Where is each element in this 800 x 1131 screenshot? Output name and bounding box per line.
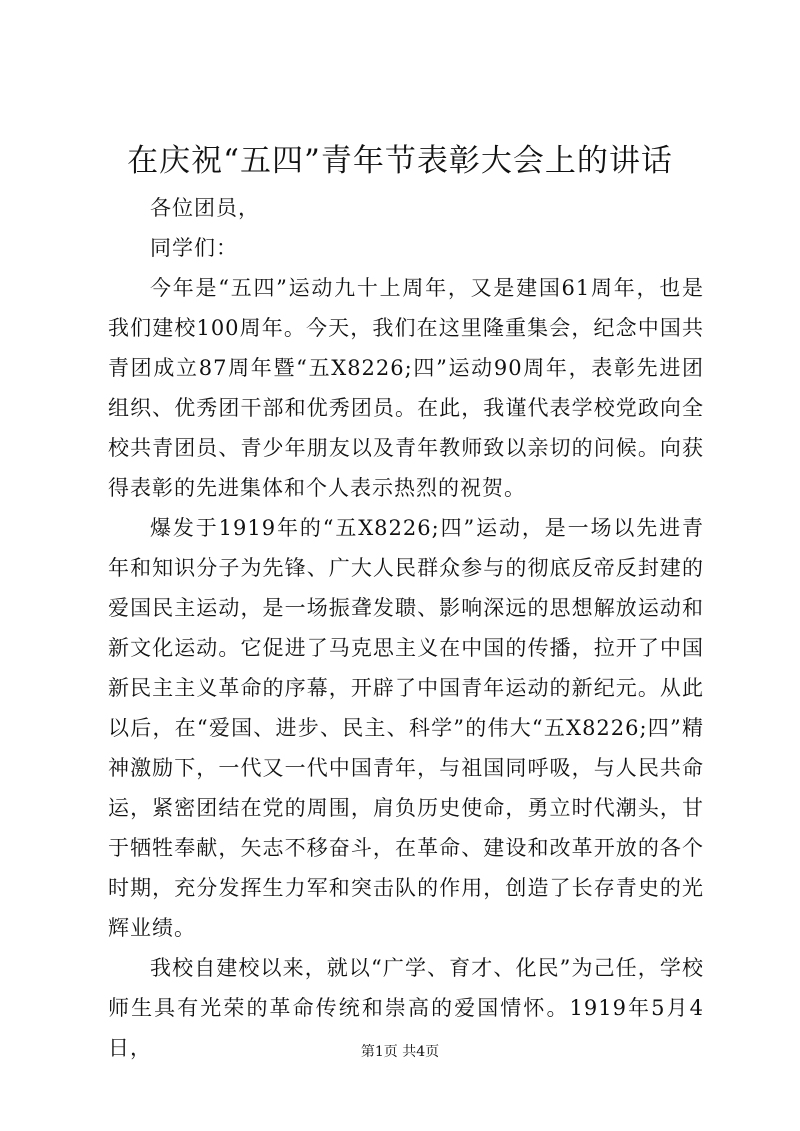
page-footer: 第1页 共4页 bbox=[360, 1044, 440, 1060]
paragraph-2: 爆发于1919年的“五X8226;四”运动，是一场以先进青年和知识分子为先锋、广大人民群众参与的彻底反帝反封建的爱国民主运动，是一场振聋发聩、影响深远的思想解放运动和新文化运动。它促进了马克思主义在中国的传播，拉开了中国新民主主义革命的序幕，开辟了中国青年运动的新纪元。从此以后，在“爱国、进步、民主、科学”的伟大“五X8226;四”精神激励下，一代又一代中国青年，与祖国同呼吸，与人民共命运，紧密团结在党的周围，肩负历史使命，勇立时代潮头，甘于牺牲奉献，矢志不移奋斗，在革命、建设和改革开放的各个时期，充分发挥生力军和突击队的作用，创造了长存青史的光辉业绩。 bbox=[108, 516, 704, 940]
document-title: 在庆祝“五四”青年节表彰大会上的讲话 bbox=[127, 143, 673, 179]
salutation-line-2: 同学们： bbox=[150, 236, 238, 260]
salutation-line-1: 各位团员， bbox=[150, 196, 260, 220]
document-body bbox=[108, 188, 704, 1068]
paragraph-1: 今年是“五四”运动九十上周年，又是建国61周年，也是我们建校100周年。今天，我们在这里隆重集会，纪念中国共青团成立87周年暨“五X8226;四”运动90周年，表彰先进团组织、优秀团干部和优秀团员。在此，我谨代表学校党政向全校共青团员、青少年朋友以及青年教师致以亲切的问候。向获得表彰的先进集体和个人表示热烈的祝贺。 bbox=[108, 276, 704, 500]
paragraph-3: 我校自建校以来，就以“广学、育才、化民”为己任，学校师生具有光荣的革命传统和崇高的爱国情怀。1919年5月4日， bbox=[108, 956, 704, 1060]
